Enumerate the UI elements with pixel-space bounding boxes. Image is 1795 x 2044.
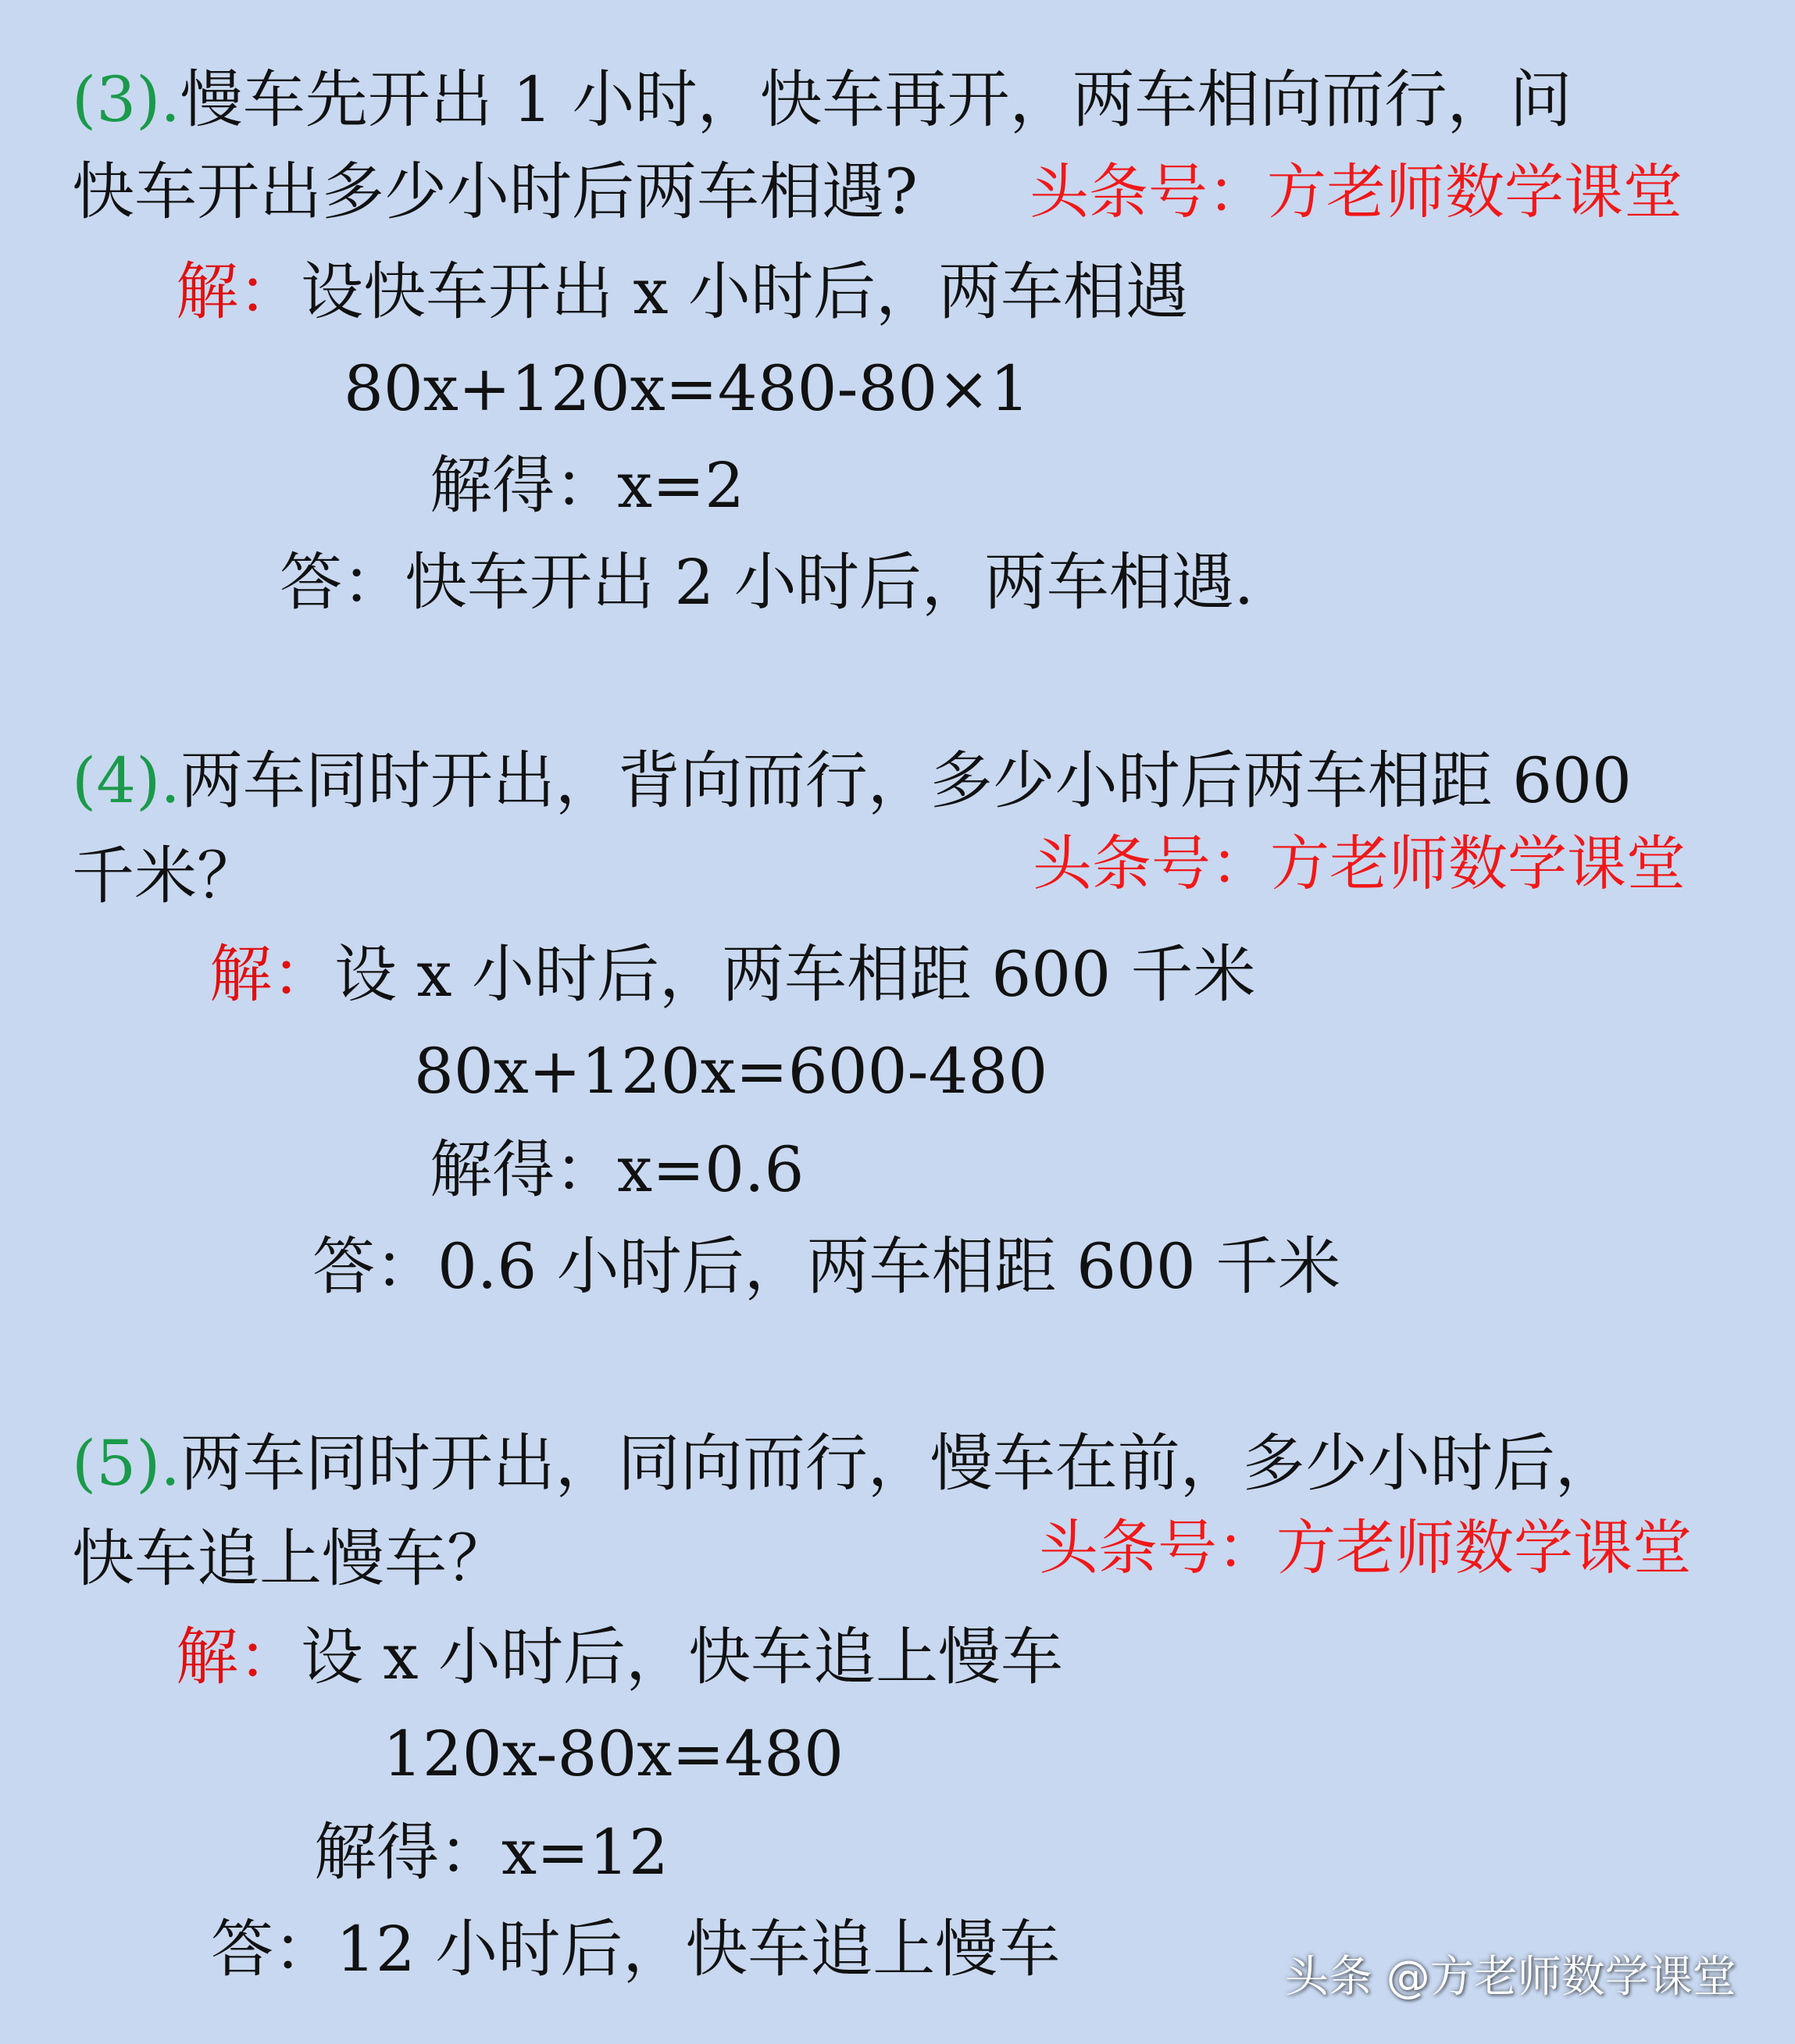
problem-4-question-line2: 千米？ (72, 840, 259, 912)
problem-3-watermark: 头条号：方老师数学课堂 (1030, 157, 1683, 227)
problem-5-equation: 120x-80x=480 (383, 1718, 844, 1790)
problem-3-result: 解得：x=2 (430, 449, 745, 522)
problem-5-solution (176, 1618, 1063, 1696)
problem-5-question-line1 (72, 1425, 1618, 1503)
problem-4-number: (4). (72, 744, 180, 817)
problem-3-question-line2: 快车开出多少小时后两车相遇? (72, 155, 918, 228)
problem-4-watermark: 头条号：方老师数学课堂 (1033, 829, 1686, 898)
problem-3-solution-label: 解： (176, 255, 301, 328)
problem-5-solution-label: 解： (176, 1621, 301, 1693)
problem-4-result: 解得：x=0.6 (430, 1133, 805, 1206)
problem-5-result: 解得：x=12 (314, 1816, 669, 1889)
problem-4-equation: 80x+120x=600-480 (414, 1035, 1048, 1108)
footer-watermark: 头条 @方老师数学课堂 (1285, 1952, 1736, 2003)
problem-4-solution (209, 936, 1256, 1014)
problem-3-solution-setup: 设快车开出 x 小时后，两车相遇 (301, 255, 1188, 328)
problem-5-question-text: 两车同时开出，同向而行，慢车在前，多少小时后， (180, 1427, 1618, 1500)
problem-3-number: (3). (72, 63, 180, 136)
problem-4-solution-label: 解： (209, 938, 334, 1011)
problem-3-solution (176, 253, 1188, 331)
problem-3-equation: 80x+120x=480-80×1 (344, 352, 1030, 425)
problem-5-answer: 答：12 小时后，快车追上慢车 (211, 1913, 1061, 1985)
problem-3-question-text: 慢车先开出 1 小时，快车再开，两车相向而行，问 (180, 63, 1572, 136)
problem-5-number: (5). (72, 1427, 180, 1500)
problem-4-question-line1 (72, 742, 1632, 820)
problem-4-question-text: 两车同时开出，背向而行，多少小时后两车相距 600 (180, 744, 1632, 817)
problem-4-solution-setup: 设 x 小时后，两车相距 600 千米 (334, 938, 1256, 1011)
problem-5-solution-setup: 设 x 小时后，快车追上慢车 (301, 1621, 1063, 1693)
problem-3-answer: 答：快车开出 2 小时后，两车相遇. (280, 546, 1254, 619)
problem-4-answer: 答：0.6 小时后，两车相距 600 千米 (312, 1230, 1341, 1303)
problem-5-question-line2: 快车追上慢车？ (72, 1522, 509, 1595)
problem-5-watermark: 头条号：方老师数学课堂 (1039, 1513, 1692, 1582)
problem-3-question-line1 (72, 61, 1572, 139)
